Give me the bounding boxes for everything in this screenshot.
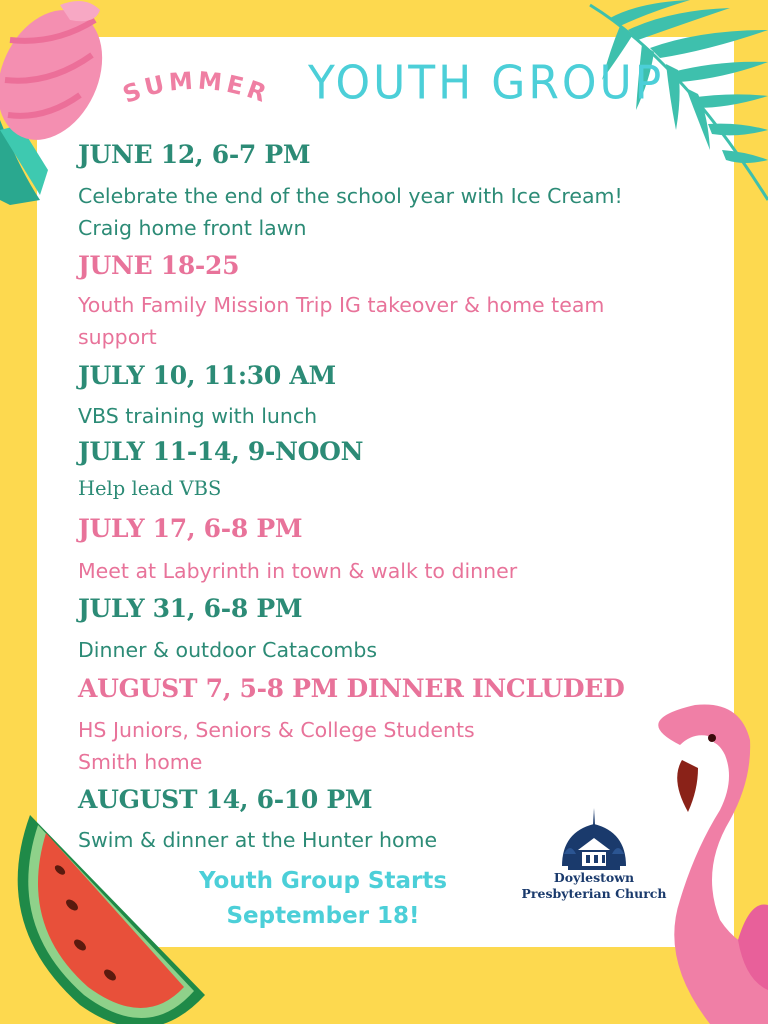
ice-cream-icon <box>0 0 105 205</box>
event-desc-7: HS Juniors, Seniors & College Students Smith home <box>78 718 475 774</box>
event-title-5: JULY 17, 6-8 PM <box>78 514 303 543</box>
event-title-8: AUGUST 14, 6-10 PM <box>78 785 373 814</box>
event-title-6: JULY 31, 6-8 PM <box>78 594 303 623</box>
church-name: Doylestown Presbyterian Church <box>521 870 667 901</box>
summer-title <box>108 66 283 116</box>
church-logo-icon <box>520 802 668 932</box>
event-desc-8: Swim & dinner at the Hunter home <box>78 828 438 852</box>
event-desc-3: VBS training with lunch <box>78 404 318 428</box>
event-title-4: JULY 11-14, 9-NOON <box>78 437 364 466</box>
event-desc-4: Help lead VBS <box>78 477 222 500</box>
youth-group-title: YOUTH GROUP <box>308 56 665 111</box>
svg-text:SUMMER: SUMMER <box>119 66 274 110</box>
event-title-1: JUNE 12, 6-7 PM <box>78 140 311 169</box>
event-desc-6: Dinner & outdoor Catacombs <box>78 638 378 662</box>
event-title-2: JUNE 18-25 <box>78 251 240 280</box>
event-desc-1: Celebrate the end of the school year with Ice Cream! Craig home front lawn <box>78 184 623 240</box>
event-desc-5: Meet at Labyrinth in town & walk to dinner <box>78 559 518 583</box>
youth-group-starts: Youth Group Starts September 18! <box>198 868 448 929</box>
event-desc-2: Youth Family Mission Trip IG takeover & home team support <box>78 293 605 349</box>
event-title-3: JULY 10, 11:30 AM <box>78 361 336 390</box>
event-title-7: AUGUST 7, 5-8 PM DINNER INCLUDED <box>78 674 625 703</box>
